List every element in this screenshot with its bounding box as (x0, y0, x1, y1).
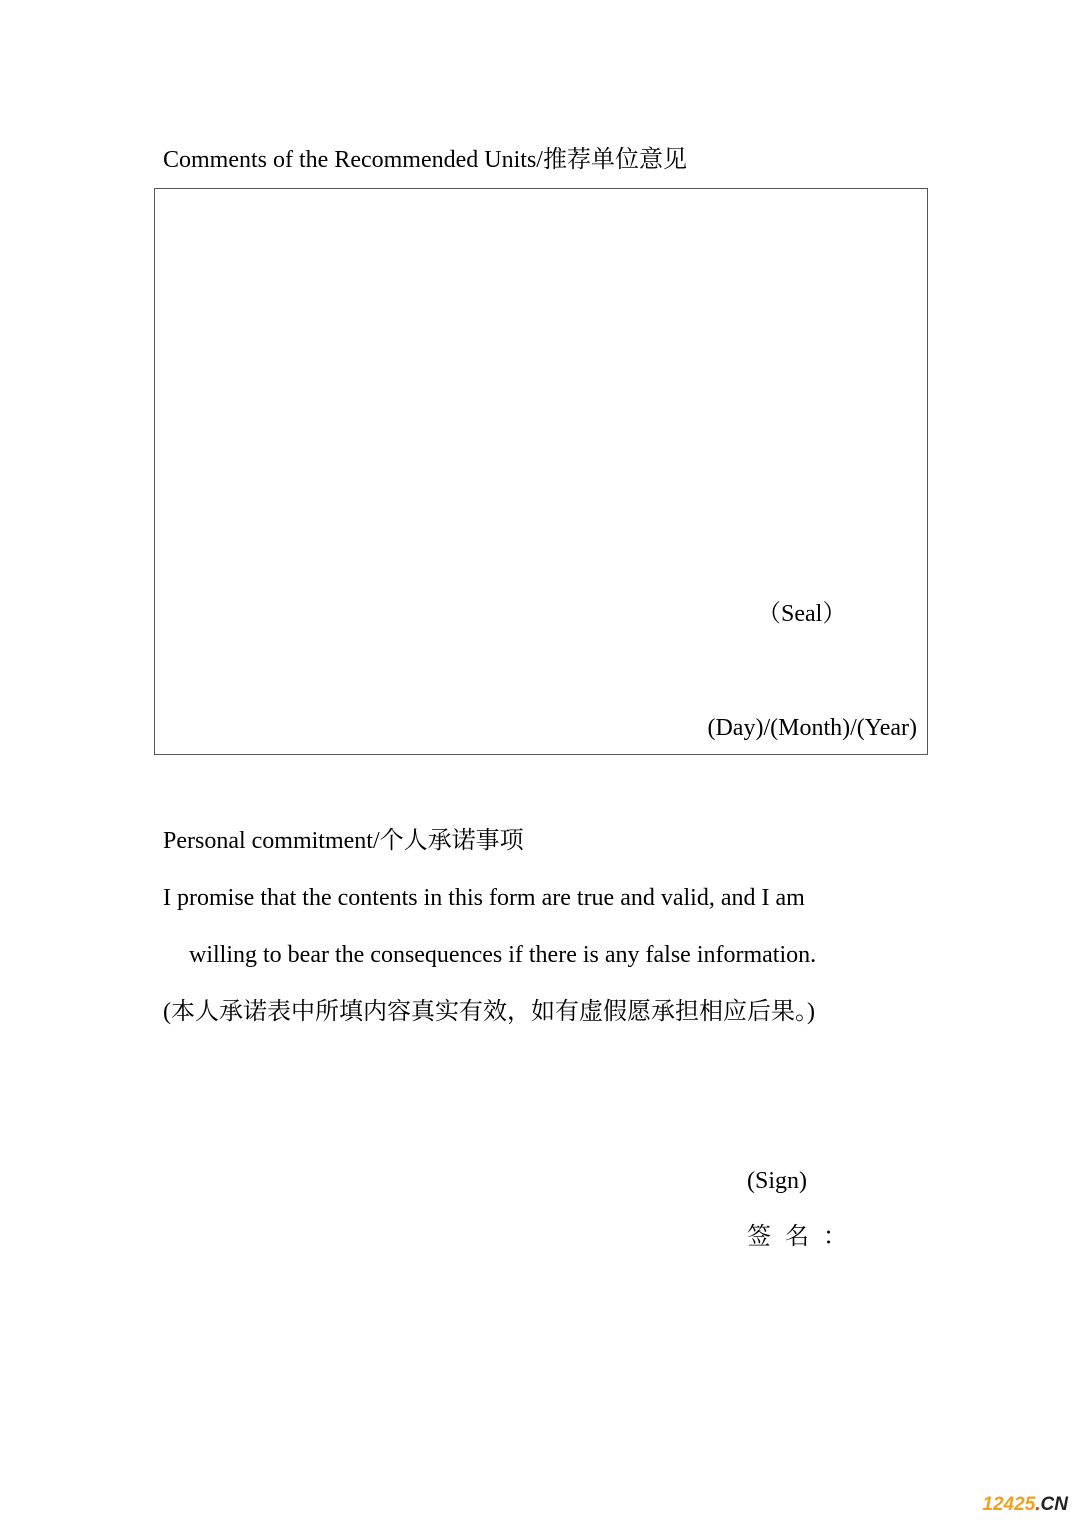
promise-text-chinese: (本人承诺表中所填内容真实有效，如有虚假愿承担相应后果。) (163, 999, 815, 1025)
watermark-number: 12425 (982, 1494, 1036, 1515)
seal-label: （Seal） (757, 601, 847, 627)
commitment-section-heading: Personal commitment/个人承诺事项 (163, 828, 524, 854)
watermark-dot: . (1035, 1494, 1041, 1515)
site-watermark-logo (982, 1494, 1068, 1516)
date-label: (Day)/(Month)/(Year) (707, 715, 917, 741)
promise-text-line-1: I promise that the contents in this form are true and valid, and I am (163, 885, 805, 911)
sign-label-chinese: 签名： (747, 1224, 861, 1250)
watermark-suffix: CN (1040, 1494, 1068, 1515)
comments-section-heading: Comments of the Recommended Units/推荐单位意见 (163, 147, 687, 173)
promise-text-line-2: willing to bear the consequences if there is any false information. (189, 942, 817, 968)
comments-input-box[interactable] (154, 188, 928, 755)
sign-label-english: (Sign) (747, 1168, 807, 1194)
